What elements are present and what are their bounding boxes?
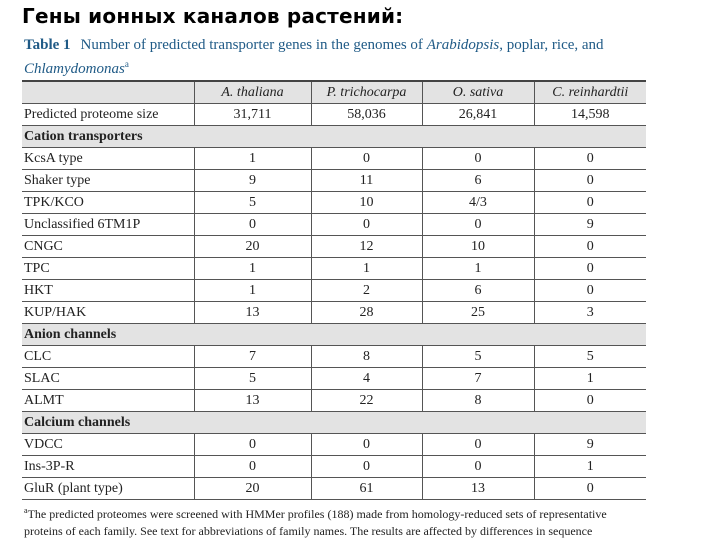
cell-value: 6 — [422, 170, 534, 192]
cell-value: 3 — [534, 302, 646, 324]
slide-title: Гены ионных каналов растений: — [22, 4, 404, 28]
caption-text-1: Number of predicted transporter genes in the genomes of — [80, 37, 427, 53]
cell-value: 5 — [534, 346, 646, 368]
group-header-row — [22, 412, 646, 434]
table-body — [22, 104, 646, 500]
table-row — [22, 302, 646, 324]
cell-value: 1 — [194, 258, 311, 280]
cell-value: 0 — [534, 148, 646, 170]
cell-value: 7 — [194, 346, 311, 368]
cell-value: 4/3 — [422, 192, 534, 214]
cell-value: 0 — [422, 434, 534, 456]
footnote-line-1: The predicted proteomes were screened with HMMer profiles (188) made from homology-reduced sets of representative — [27, 507, 607, 521]
cell-value: 13 — [422, 478, 534, 500]
caption-text-2: , poplar, rice, and — [499, 37, 604, 53]
cell-value: 8 — [311, 346, 422, 368]
cell-value: 0 — [194, 456, 311, 478]
cell-value: 25 — [422, 302, 534, 324]
cell-value: 0 — [311, 434, 422, 456]
cell-value: 0 — [534, 478, 646, 500]
group-title: Cation transporters — [22, 126, 646, 148]
cell-value: 9 — [534, 434, 646, 456]
group-header-row — [22, 324, 646, 346]
cell-value: 10 — [422, 236, 534, 258]
row-label: Shaker type — [22, 170, 194, 192]
cell-value: 12 — [311, 236, 422, 258]
cell-value: 4 — [311, 368, 422, 390]
table-row — [22, 258, 646, 280]
table-row — [22, 236, 646, 258]
header-c-reinhardtii: C. reinhardtii — [534, 81, 646, 104]
cell-value: 9 — [194, 170, 311, 192]
footnote-mark: a — [24, 506, 28, 515]
cell-value: 9 — [534, 214, 646, 236]
cell-value: 0 — [534, 390, 646, 412]
cell-value: 14,598 — [534, 104, 646, 126]
cell-value: 0 — [534, 258, 646, 280]
group-header-row — [22, 126, 646, 148]
cell-value: 0 — [311, 214, 422, 236]
cell-value: 7 — [422, 368, 534, 390]
row-label: SLAC — [22, 368, 194, 390]
cell-value: 28 — [311, 302, 422, 324]
row-label: TPC — [22, 258, 194, 280]
cell-value: 1 — [194, 148, 311, 170]
cell-value: 0 — [422, 148, 534, 170]
header-empty — [22, 81, 194, 104]
caption-species-2: Chlamydomonas — [24, 61, 125, 77]
table-footnote — [24, 502, 664, 540]
table-row — [22, 390, 646, 412]
cell-value: 31,711 — [194, 104, 311, 126]
table-row — [22, 214, 646, 236]
row-label: ALMT — [22, 390, 194, 412]
cell-value: 22 — [311, 390, 422, 412]
row-label: VDCC — [22, 434, 194, 456]
table-row — [22, 456, 646, 478]
row-label: HKT — [22, 280, 194, 302]
row-label: Unclassified 6TM1P — [22, 214, 194, 236]
header-a-thaliana: A. thaliana — [194, 81, 311, 104]
cell-value: 2 — [311, 280, 422, 302]
table-row — [22, 434, 646, 456]
table-row-proteome-size — [22, 104, 646, 126]
cell-value: 20 — [194, 478, 311, 500]
row-label: GluR (plant type) — [22, 478, 194, 500]
table-row — [22, 192, 646, 214]
cell-value: 26,841 — [422, 104, 534, 126]
cell-value: 5 — [194, 192, 311, 214]
table-number: Table 1 — [24, 37, 71, 53]
cell-value: 0 — [534, 236, 646, 258]
table-row — [22, 280, 646, 302]
row-label: KUP/HAK — [22, 302, 194, 324]
cell-value: 13 — [194, 302, 311, 324]
table-row — [22, 346, 646, 368]
caption-species-1: Arabidopsis — [426, 37, 500, 53]
row-label: TPK/KCO — [22, 192, 194, 214]
cell-value: 61 — [311, 478, 422, 500]
cell-value: 0 — [534, 192, 646, 214]
row-label: KcsA type — [22, 148, 194, 170]
table-header-row — [22, 81, 646, 104]
cell-value: 13 — [194, 390, 311, 412]
table-caption — [24, 36, 644, 79]
cell-value: 1 — [534, 368, 646, 390]
group-title: Anion channels — [22, 324, 646, 346]
cell-value: 58,036 — [311, 104, 422, 126]
row-label: CNGC — [22, 236, 194, 258]
cell-value: 1 — [534, 456, 646, 478]
cell-value: 8 — [422, 390, 534, 412]
footnote-line-2: proteins of each family. See text for abbreviations of family names. The results are affected by differences in sequence — [24, 524, 593, 538]
cell-value: 5 — [194, 368, 311, 390]
cell-value: 1 — [422, 258, 534, 280]
cell-value: 0 — [311, 456, 422, 478]
row-label: Ins-3P-R — [22, 456, 194, 478]
table-row — [22, 368, 646, 390]
caption-note-mark: a — [124, 59, 129, 69]
transporter-table — [22, 80, 646, 500]
header-p-trichocarpa: P. trichocarpa — [311, 81, 422, 104]
cell-value: 0 — [422, 214, 534, 236]
cell-value: 0 — [194, 434, 311, 456]
cell-value: 0 — [534, 280, 646, 302]
cell-value: 1 — [311, 258, 422, 280]
cell-value: 6 — [422, 280, 534, 302]
cell-value: 10 — [311, 192, 422, 214]
cell-value: 0 — [422, 456, 534, 478]
row-label: CLC — [22, 346, 194, 368]
cell-value: 1 — [194, 280, 311, 302]
cell-value: 5 — [422, 346, 534, 368]
cell-value: 11 — [311, 170, 422, 192]
cell-value: 0 — [534, 170, 646, 192]
group-title: Calcium channels — [22, 412, 646, 434]
cell-value: 20 — [194, 236, 311, 258]
table-row — [22, 478, 646, 500]
row-label: Predicted proteome size — [22, 104, 194, 126]
table-row — [22, 148, 646, 170]
cell-value: 0 — [194, 214, 311, 236]
table-row — [22, 170, 646, 192]
header-o-sativa: O. sativa — [422, 81, 534, 104]
cell-value: 0 — [311, 148, 422, 170]
